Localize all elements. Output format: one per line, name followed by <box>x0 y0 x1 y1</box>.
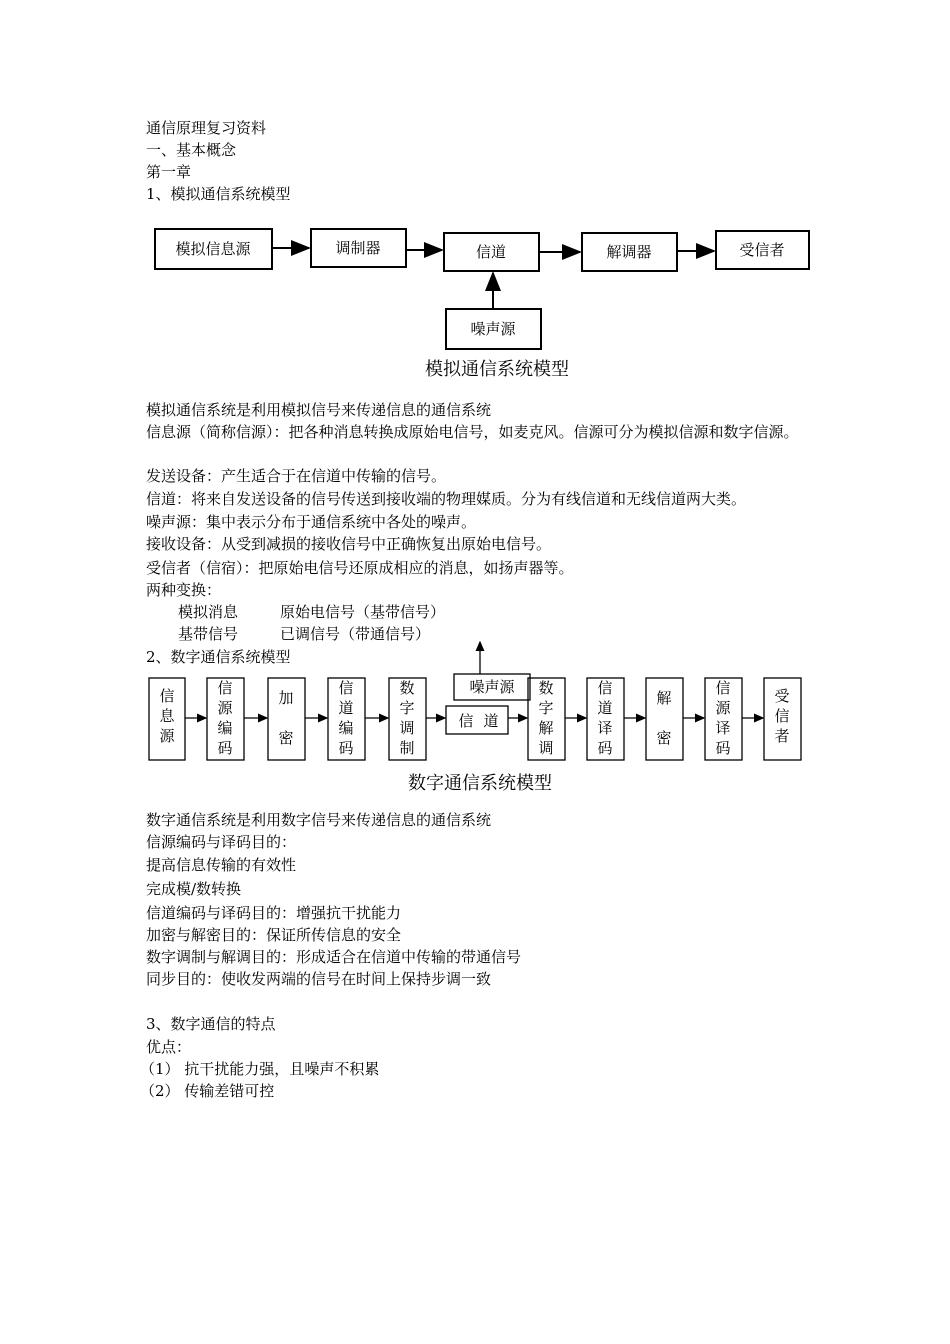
analog-system-diagram <box>0 215 950 385</box>
paragraph: 提高信息传输的有效性 <box>146 856 297 874</box>
noise-label: 噪声源 <box>469 678 515 696</box>
block-char: 编 <box>217 719 233 737</box>
block-char: 字 <box>399 699 415 717</box>
label: 解调器 <box>606 243 652 261</box>
block-char: 数 <box>399 679 415 697</box>
paragraph: 数字通信系统是利用数字信号来传递信息的通信系统 <box>146 811 492 829</box>
block-char: 密 <box>278 729 294 747</box>
label: 调制器 <box>335 239 381 257</box>
transform-from: 基带信号 <box>178 625 239 643</box>
label: 噪声源 <box>470 320 516 338</box>
block-char: 受 <box>774 687 790 705</box>
block-char: 码 <box>597 739 613 757</box>
paragraph: 接收设备：从受到减损的接收信号中正确恢复出原始电信号。 <box>146 535 552 553</box>
block-char: 解 <box>538 719 554 737</box>
advantages-label: 优点： <box>146 1038 192 1056</box>
paragraph: 两种变换： <box>146 581 222 599</box>
paragraph: 受信者（信宿）：把原始电信号还原成相应的消息，如扬声器等。 <box>146 559 574 577</box>
transform-to: 原始电信号（基带信号） <box>280 603 446 621</box>
block-char: 译 <box>597 719 613 737</box>
block-char: 码 <box>715 739 731 757</box>
paragraph: 模拟通信系统是利用模拟信号来传递信息的通信系统 <box>146 401 492 419</box>
digital-system-diagram <box>0 638 950 798</box>
paragraph: 信源编码与译码目的： <box>146 833 297 851</box>
paragraph: 发送设备：产生适合于在信道中传输的信号。 <box>146 467 447 485</box>
transform-from: 模拟消息 <box>178 603 239 621</box>
block-char: 源 <box>715 699 731 717</box>
block-char: 信 <box>597 679 613 697</box>
block-char: 字 <box>538 699 554 717</box>
block-char: 译 <box>715 719 731 737</box>
digital-model-heading: 2、数字通信系统模型 <box>146 648 291 666</box>
list-item: （1） 抗干扰能力强，且噪声不积累 <box>140 1060 380 1078</box>
block-char: 调 <box>399 719 415 737</box>
paragraph: 加密与解密目的：保证所传信息的安全 <box>146 926 402 944</box>
document-title: 通信原理复习资料 <box>146 119 267 137</box>
block-char: 信 <box>774 707 790 725</box>
analog-diagram-caption: 模拟通信系统模型 <box>425 359 569 380</box>
block-char: 信 <box>338 679 354 697</box>
features-heading: 3、数字通信的特点 <box>146 1015 276 1033</box>
block-char: 道 <box>483 712 499 730</box>
analog-model-heading: 1、模拟通信系统模型 <box>146 185 291 203</box>
paragraph: 同步目的：使收发两端的信号在时间上保持步调一致 <box>146 970 492 988</box>
paragraph: 信道编码与译码目的：增强抗干扰能力 <box>146 904 402 922</box>
block-char: 信 <box>458 712 474 730</box>
list-item: （2） 传输差错可控 <box>140 1082 275 1100</box>
block-char: 数 <box>538 679 554 697</box>
digital-diagram-caption: 数字通信系统模型 <box>408 773 552 794</box>
block-char: 编 <box>338 719 354 737</box>
block-char: 解 <box>656 689 672 707</box>
block-channel <box>446 706 508 734</box>
block-char: 调 <box>538 739 554 757</box>
paragraph: 噪声源：集中表示分布于通信系统中各处的噪声。 <box>146 513 477 531</box>
paragraph: 完成模/数转换 <box>146 880 242 898</box>
label: 模拟信息源 <box>175 240 251 258</box>
paragraph: 信息源（简称信源）：把各种消息转换成原始电信号，如麦克风。信源可分为模拟信源和数字信源。 <box>146 423 799 441</box>
transform-to: 已调信号（带通信号） <box>280 625 431 643</box>
block-char: 信 <box>159 687 175 705</box>
section-heading: 一、基本概念 <box>146 141 237 159</box>
block-char: 道 <box>597 699 613 717</box>
block-char: 密 <box>656 729 672 747</box>
block-char: 制 <box>399 739 415 757</box>
block-char: 加 <box>278 689 294 707</box>
chapter-heading: 第一章 <box>146 163 192 181</box>
paragraph: 信道：将来自发送设备的信号传送到接收端的物理媒质。分为有线信道和无线信道两大类。 <box>146 490 747 508</box>
block-char: 码 <box>338 739 354 757</box>
block-char: 信 <box>217 679 233 697</box>
block-char: 道 <box>338 699 354 717</box>
paragraph: 数字调制与解调目的：形成适合在信道中传输的带通信号 <box>146 948 522 966</box>
block-char: 源 <box>217 699 233 717</box>
block-char: 者 <box>774 727 790 745</box>
block-char: 信 <box>715 679 731 697</box>
block-char: 码 <box>217 739 233 757</box>
label: 信道 <box>475 243 507 261</box>
label: 受信者 <box>739 241 785 259</box>
block-char: 源 <box>159 727 175 745</box>
block-char: 息 <box>159 707 175 725</box>
